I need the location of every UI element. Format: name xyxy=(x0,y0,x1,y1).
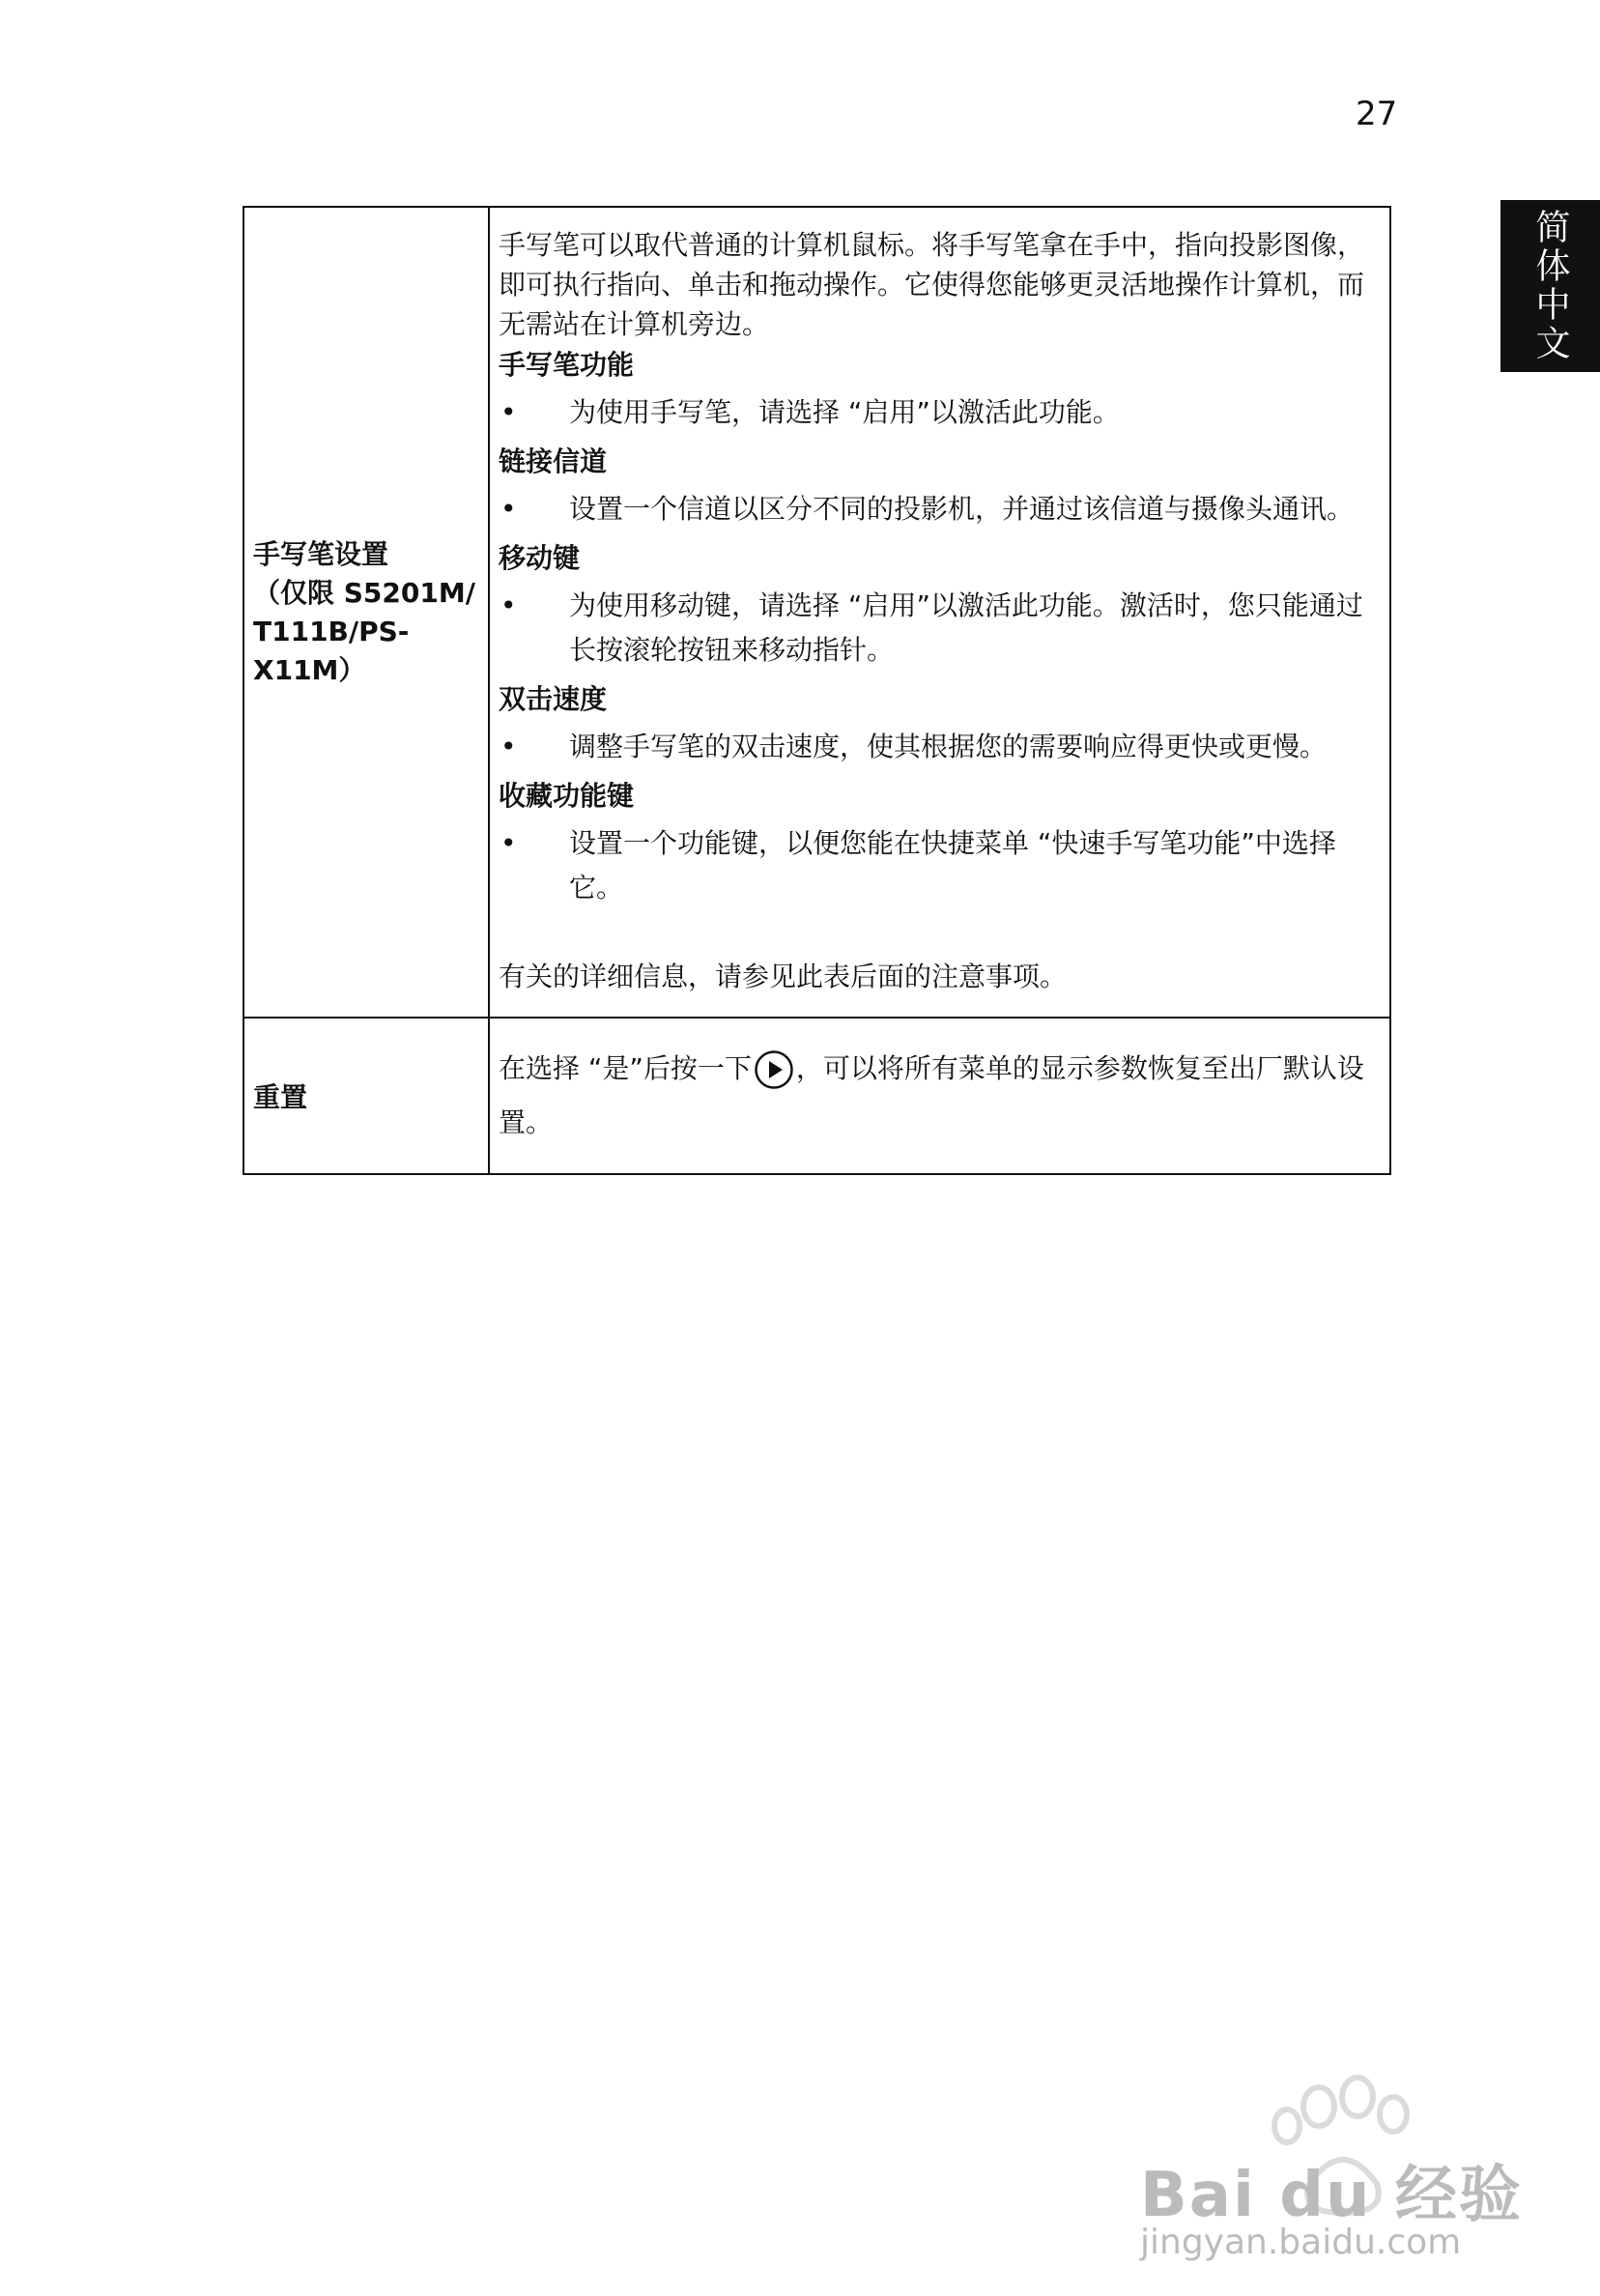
bullet-text: 调整手写笔的双击速度，使其根据您的需要响应得更快或更慢。 xyxy=(569,731,1328,762)
pen-settings-label-cell xyxy=(243,207,489,1018)
list-item xyxy=(499,821,1380,910)
section-heading: 链接信道 xyxy=(499,445,608,477)
bullet-icon: • xyxy=(500,827,517,859)
page-number: 27 xyxy=(1356,95,1398,133)
pen-intro-text: 手写笔可以取代普通的计算机鼠标。将手写笔拿在手中，指向投影图像，即可执行指向、单击和拖动操作。它使得您能够更灵活地操作计算机，而无需站在计算机旁边。 xyxy=(499,229,1365,340)
bullet-icon: • xyxy=(500,731,517,762)
table-row-pen-settings xyxy=(243,207,1390,1018)
reset-text-after: ，可以将所有菜单的显示参数恢复至出厂默认设置。 xyxy=(499,1052,1364,1138)
language-tab xyxy=(1500,200,1600,372)
play-circle-icon xyxy=(754,1049,794,1090)
pen-settings-label-line: 手写笔设置 xyxy=(253,537,389,570)
spacer xyxy=(499,916,1380,955)
pen-settings-label-line: X11M） xyxy=(253,653,366,686)
bullet-icon: • xyxy=(500,589,517,621)
section-heading: 收藏功能键 xyxy=(499,780,635,812)
bullet-text: 设置一个功能键，以便您能在快捷菜单 “快速手写笔功能”中选择它。 xyxy=(569,827,1336,904)
bullet-text: 为使用移动键，请选择 “启用”以激活此功能。激活时，您只能通过长按滚轮按钮来移动指针。 xyxy=(569,589,1363,666)
footer-note: 有关的详细信息，请参见此表后面的注意事项。 xyxy=(499,961,1068,992)
bullet-icon: • xyxy=(500,396,517,428)
watermark-brand: Bai du 经验 xyxy=(1140,2160,1523,2231)
bullet-text: 设置一个信道以区分不同的投影机，并通过该信道与摄像头通讯。 xyxy=(569,493,1355,525)
bullet-icon: • xyxy=(500,493,517,525)
table-row-reset xyxy=(243,1018,1390,1174)
pen-settings-description-cell xyxy=(489,207,1390,1018)
reset-description-cell xyxy=(489,1018,1390,1174)
list-item xyxy=(499,390,1380,435)
section-heading: 双击速度 xyxy=(499,683,608,715)
spec-table xyxy=(243,206,1391,1175)
list-item xyxy=(499,584,1380,673)
section-heading: 手写笔功能 xyxy=(499,349,635,381)
list-item xyxy=(499,487,1380,531)
reset-label: 重置 xyxy=(243,1018,489,1174)
pen-settings-label-line: T111B/PS- xyxy=(253,615,410,647)
section-heading: 移动键 xyxy=(499,542,581,574)
list-item xyxy=(499,725,1380,769)
watermark-url: jingyan.baidu.com xyxy=(1140,2223,1462,2262)
reset-text-before: 在选择 “是”后按一下 xyxy=(499,1052,752,1084)
pen-settings-label-line: （仅限 S5201M/ xyxy=(253,576,475,609)
bullet-text: 为使用手写笔，请选择 “启用”以激活此功能。 xyxy=(569,396,1120,428)
language-tab-label: 简体中文 xyxy=(1530,209,1570,363)
